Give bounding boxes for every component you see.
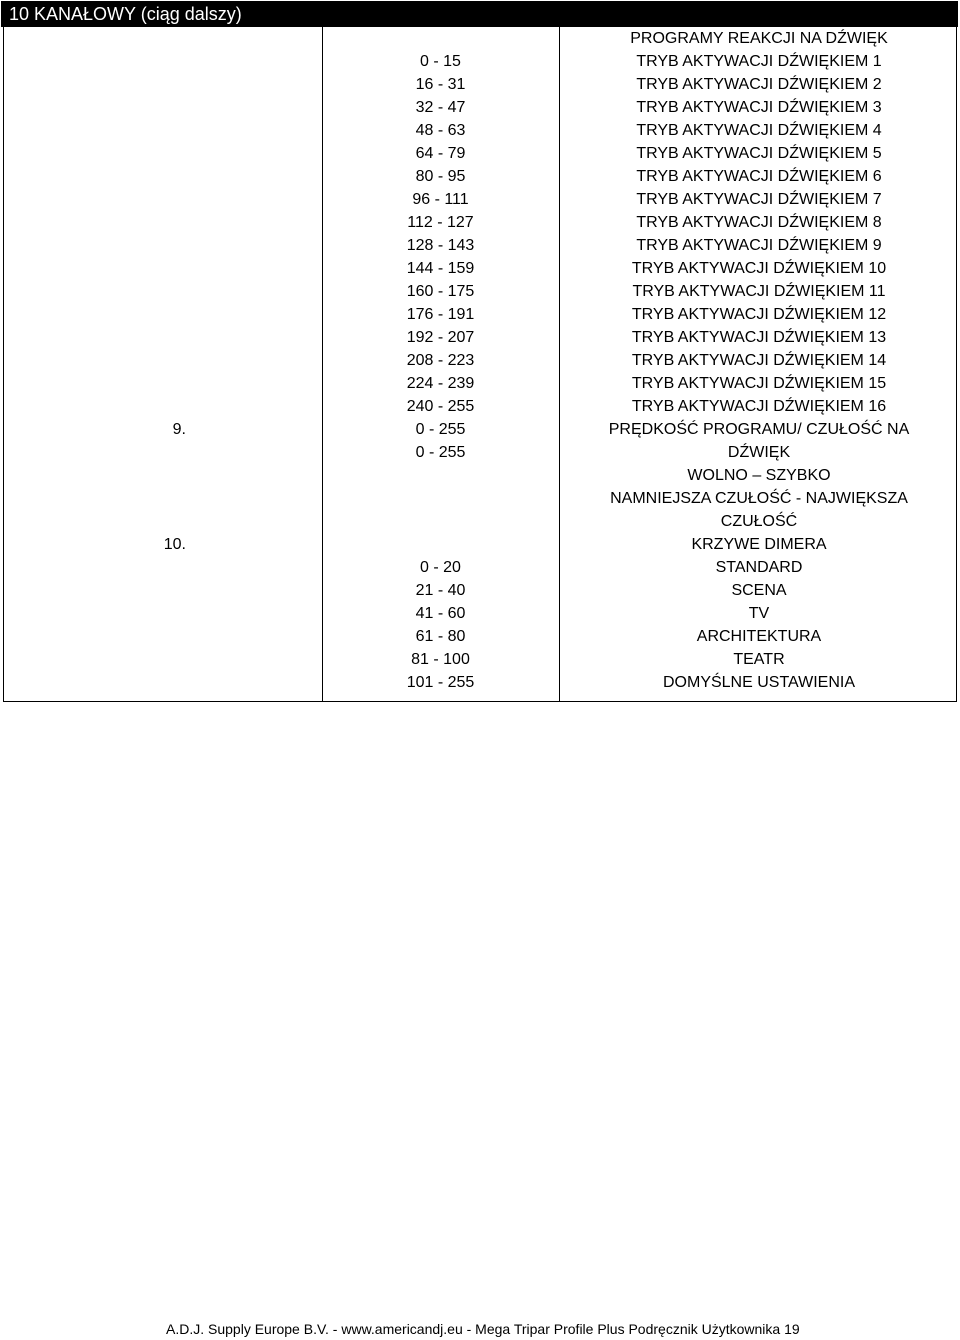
function-description-cell: TRYB AKTYWACJI DŹWIĘKIEM 16 bbox=[631, 398, 887, 415]
function-description-cell: TRYB AKTYWACJI DŹWIĘKIEM 1 bbox=[636, 53, 882, 70]
table-row bbox=[4, 372, 956, 395]
table-row bbox=[4, 556, 956, 579]
table-row bbox=[4, 165, 956, 188]
dmx-value-range-cell: 64 - 79 bbox=[415, 145, 466, 162]
table-row bbox=[4, 234, 956, 257]
table-row bbox=[4, 510, 956, 533]
table-row bbox=[4, 533, 956, 556]
function-description-cell: TRYB AKTYWACJI DŹWIĘKIEM 5 bbox=[636, 145, 882, 162]
function-description-cell: TRYB AKTYWACJI DŹWIĘKIEM 7 bbox=[636, 191, 882, 208]
table-row bbox=[4, 441, 956, 464]
section-title: 10 KANAŁOWY (ciąg dalszy) bbox=[9, 4, 242, 24]
table-row bbox=[4, 487, 956, 510]
function-description-cell: PROGRAMY REAKCJI NA DŹWIĘK bbox=[630, 30, 888, 47]
function-description-cell: TRYB AKTYWACJI DŹWIĘKIEM 9 bbox=[636, 237, 882, 254]
table-row bbox=[4, 395, 956, 418]
table-row bbox=[4, 27, 956, 50]
footer-text: A.D.J. Supply Europe B.V. - www.americandj.eu - Mega Tripar Profile Plus Podręcznik Użytkownika 19 bbox=[166, 1321, 800, 1337]
table-row bbox=[4, 648, 956, 671]
function-description-cell: TRYB AKTYWACJI DŹWIĘKIEM 4 bbox=[636, 122, 882, 139]
table-row bbox=[4, 257, 956, 280]
dmx-value-range-cell: 208 - 223 bbox=[406, 352, 475, 369]
dmx-value-range-cell: 21 - 40 bbox=[415, 582, 466, 599]
dmx-value-range-cell: 48 - 63 bbox=[415, 122, 466, 139]
function-description-cell: TRYB AKTYWACJI DŹWIĘKIEM 3 bbox=[636, 99, 882, 116]
dmx-value-range-cell: 128 - 143 bbox=[406, 237, 475, 254]
dmx-value-range-cell: 0 - 255 bbox=[415, 421, 466, 438]
function-description-cell: DŹWIĘK bbox=[727, 444, 791, 461]
function-description-cell: TRYB AKTYWACJI DŹWIĘKIEM 8 bbox=[636, 214, 882, 231]
function-description-cell: STANDARD bbox=[715, 559, 803, 576]
dmx-value-range-cell: 32 - 47 bbox=[415, 99, 466, 116]
dmx-value-range-cell: 96 - 111 bbox=[412, 191, 469, 208]
dmx-channel-table bbox=[3, 27, 957, 702]
dmx-value-range-cell: 16 - 31 bbox=[415, 76, 466, 93]
function-description-cell: NAMNIEJSZA CZUŁOŚĆ - NAJWIĘKSZA bbox=[610, 490, 908, 507]
table-row bbox=[4, 96, 956, 119]
section-header bbox=[1, 1, 958, 27]
table-row bbox=[4, 671, 956, 694]
table-row bbox=[4, 418, 956, 441]
function-description-cell: TRYB AKTYWACJI DŹWIĘKIEM 10 bbox=[631, 260, 887, 277]
dmx-value-range-cell: 160 - 175 bbox=[406, 283, 475, 300]
function-description-cell: TRYB AKTYWACJI DŹWIĘKIEM 12 bbox=[631, 306, 887, 323]
function-description-cell: SCENA bbox=[731, 582, 787, 599]
function-description-cell: CZUŁOŚĆ bbox=[720, 513, 798, 530]
table-row bbox=[4, 326, 956, 349]
dmx-value-range-cell: 41 - 60 bbox=[415, 605, 466, 622]
table-row bbox=[4, 349, 956, 372]
function-description-cell: PRĘDKOŚĆ PROGRAMU/ CZUŁOŚĆ NA bbox=[608, 421, 910, 438]
function-description-cell: WOLNO – SZYBKO bbox=[687, 467, 831, 484]
table-row bbox=[4, 119, 956, 142]
function-description-cell: TV bbox=[748, 605, 770, 622]
table-row bbox=[4, 579, 956, 602]
dmx-value-range-cell: 112 - 127 bbox=[407, 214, 474, 231]
dmx-value-range-cell: 61 - 80 bbox=[415, 628, 466, 645]
table-row bbox=[4, 50, 956, 73]
function-description-cell: TRYB AKTYWACJI DŹWIĘKIEM 11 bbox=[632, 283, 886, 300]
table-row bbox=[4, 142, 956, 165]
dmx-value-range-cell: 0 - 255 bbox=[415, 444, 466, 461]
channel-number-cell: 10. bbox=[163, 536, 186, 553]
table-row bbox=[4, 280, 956, 303]
function-description-cell: KRZYWE DIMERA bbox=[691, 536, 827, 553]
dmx-value-range-cell: 192 - 207 bbox=[406, 329, 475, 346]
dmx-value-range-cell: 176 - 191 bbox=[406, 306, 475, 323]
dmx-value-range-cell: 80 - 95 bbox=[415, 168, 466, 185]
function-description-cell: TRYB AKTYWACJI DŹWIĘKIEM 6 bbox=[636, 168, 882, 185]
table-row bbox=[4, 188, 956, 211]
page-footer bbox=[0, 1318, 960, 1340]
function-description-cell: TEATR bbox=[733, 651, 785, 668]
function-description-cell: ARCHITEKTURA bbox=[696, 628, 822, 645]
dmx-value-range-cell: 0 - 15 bbox=[420, 53, 461, 70]
dmx-value-range-cell: 101 - 255 bbox=[406, 674, 475, 691]
function-description-cell: DOMYŚLNE USTAWIENIA bbox=[662, 674, 856, 691]
table-row bbox=[4, 464, 956, 487]
table-row bbox=[4, 73, 956, 96]
channel-number-cell: 9. bbox=[172, 421, 186, 438]
dmx-value-range-cell: 224 - 239 bbox=[406, 375, 475, 392]
function-description-cell: TRYB AKTYWACJI DŹWIĘKIEM 13 bbox=[631, 329, 887, 346]
dmx-value-range-cell: 81 - 100 bbox=[411, 651, 470, 668]
dmx-value-range-cell: 0 - 20 bbox=[420, 559, 461, 576]
table-row bbox=[4, 625, 956, 648]
table-row bbox=[4, 602, 956, 625]
dmx-value-range-cell: 144 - 159 bbox=[406, 260, 475, 277]
function-description-cell: TRYB AKTYWACJI DŹWIĘKIEM 14 bbox=[631, 352, 887, 369]
dmx-value-range-cell: 240 - 255 bbox=[406, 398, 475, 415]
table-row bbox=[4, 211, 956, 234]
table-row bbox=[4, 303, 956, 326]
function-description-cell: TRYB AKTYWACJI DŹWIĘKIEM 15 bbox=[631, 375, 887, 392]
function-description-cell: TRYB AKTYWACJI DŹWIĘKIEM 2 bbox=[636, 76, 882, 93]
